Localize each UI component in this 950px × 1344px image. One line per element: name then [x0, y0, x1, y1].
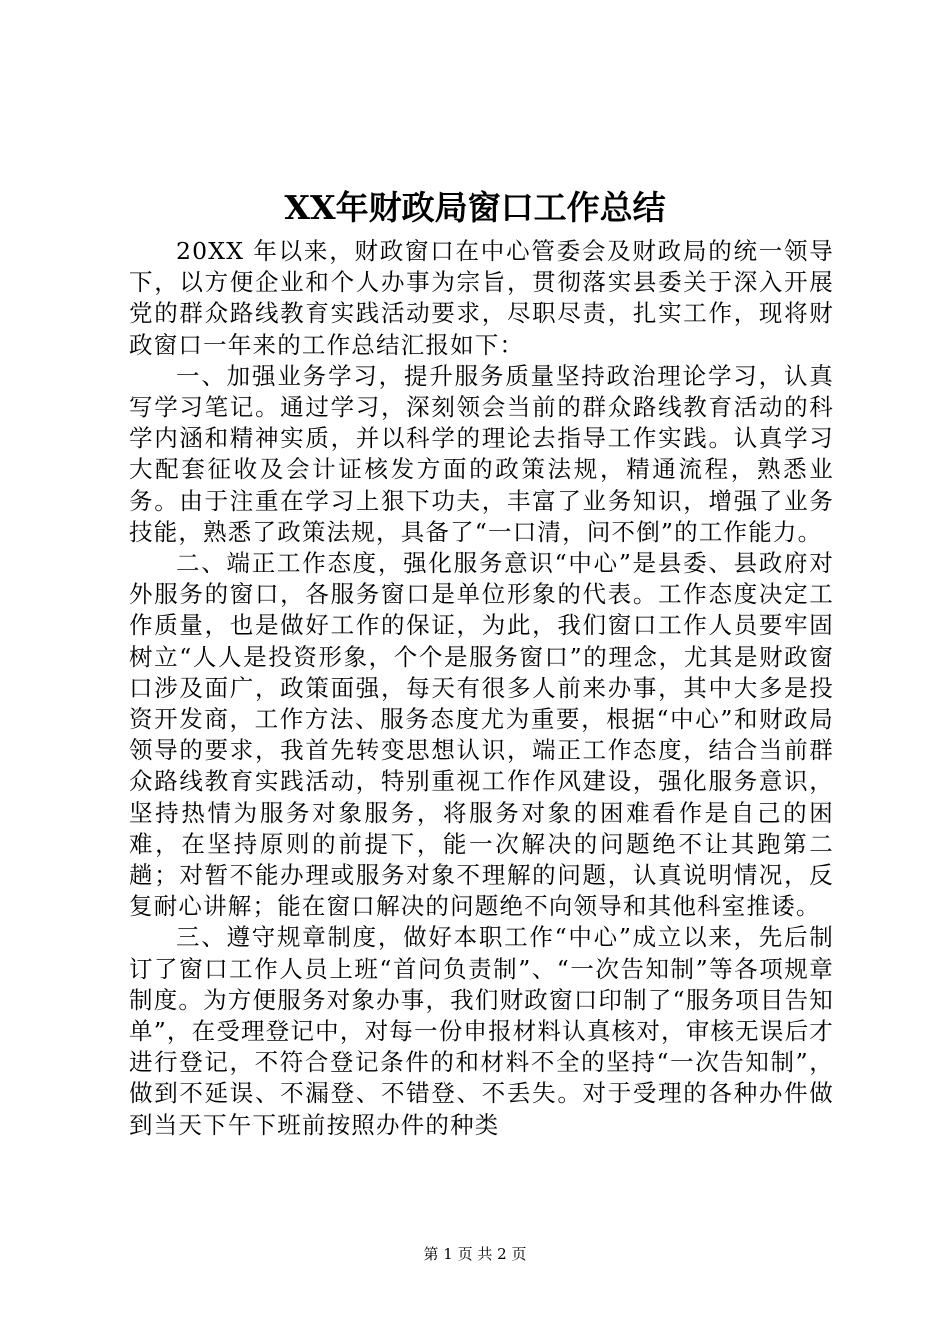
paragraph-section-2: 二、端正工作态度，强化服务意识“中心”是县委、县政府对外服务的窗口，各服务窗口是单位形象的代表。工作态度决定工作质量，也是做好工作的保证，为此，我们窗口工作人员要牢固树立“人人是投资形象，个个是服务窗口”的理念，尤其是财政窗口涉及面广，政策面强，每天有很多人前来办事，其中大多是投资开发商，工作方法、服务态度尤为重要，根据“中心”和财政局领导的要求，我首先转变思想认识，端正工作态度，结合当前群众路线教育实践活动，特别重视工作作风建设，强化服务意识，坚持热情为服务对象服务，将服务对象的困难看作是自己的困难，在坚持原则的前提下，能一次解决的问题绝不让其跑第二趟；对暂不能办理或服务对象不理解的问题，认真说明情况，反复耐心讲解；能在窗口解决的问题绝不向领导和其他科室推诿。 [129, 549, 834, 921]
page-number-footer: 第 1 页 共 2 页 [423, 1245, 527, 1263]
paragraph-section-3: 三、遵守规章制度，做好本职工作“中心”成立以来，先后制订了窗口工作人员上班“首问负责制”、“一次告知制”等各项规章制度。为方便服务对象办事，我们财政窗口印制了“服务项目告知单”，在受理登记中，对每一份申报材料认真核对，审核无误后才进行登记，不符合登记条件的和材料不全的坚持“一次告知制”，做到不延误、不漏登、不错登、不丢失。对于受理的各种办件做到当天下午下班前按照办件的种类 [129, 923, 834, 1139]
document-title: XX年财政局窗口工作总结 [284, 188, 666, 227]
paragraph-section-1: 一、加强业务学习，提升服务质量坚持政治理论学习，认真写学习笔记。通过学习，深刻领会当前的群众路线教育活动的科学内涵和精神实质，并以科学的理论去指导工作实践。认真学习大配套征收及会计证核发方面的政策法规，精通流程，熟悉业务。由于注重在学习上狠下功夫，丰富了业务知识，增强了业务技能，熟悉了政策法规，具备了“一口清，问不倒”的工作能力。 [129, 361, 834, 546]
paragraph-intro: 20XX 年以来，财政窗口在中心管委会及财政局的统一领导下，以方便企业和个人办事为宗旨，贯彻落实县委关于深入开展党的群众路线教育实践活动要求，尽职尽责，扎实工作，现将财政窗口一年来的工作总结汇报如下： [129, 237, 834, 359]
document-body [129, 236, 834, 1141]
